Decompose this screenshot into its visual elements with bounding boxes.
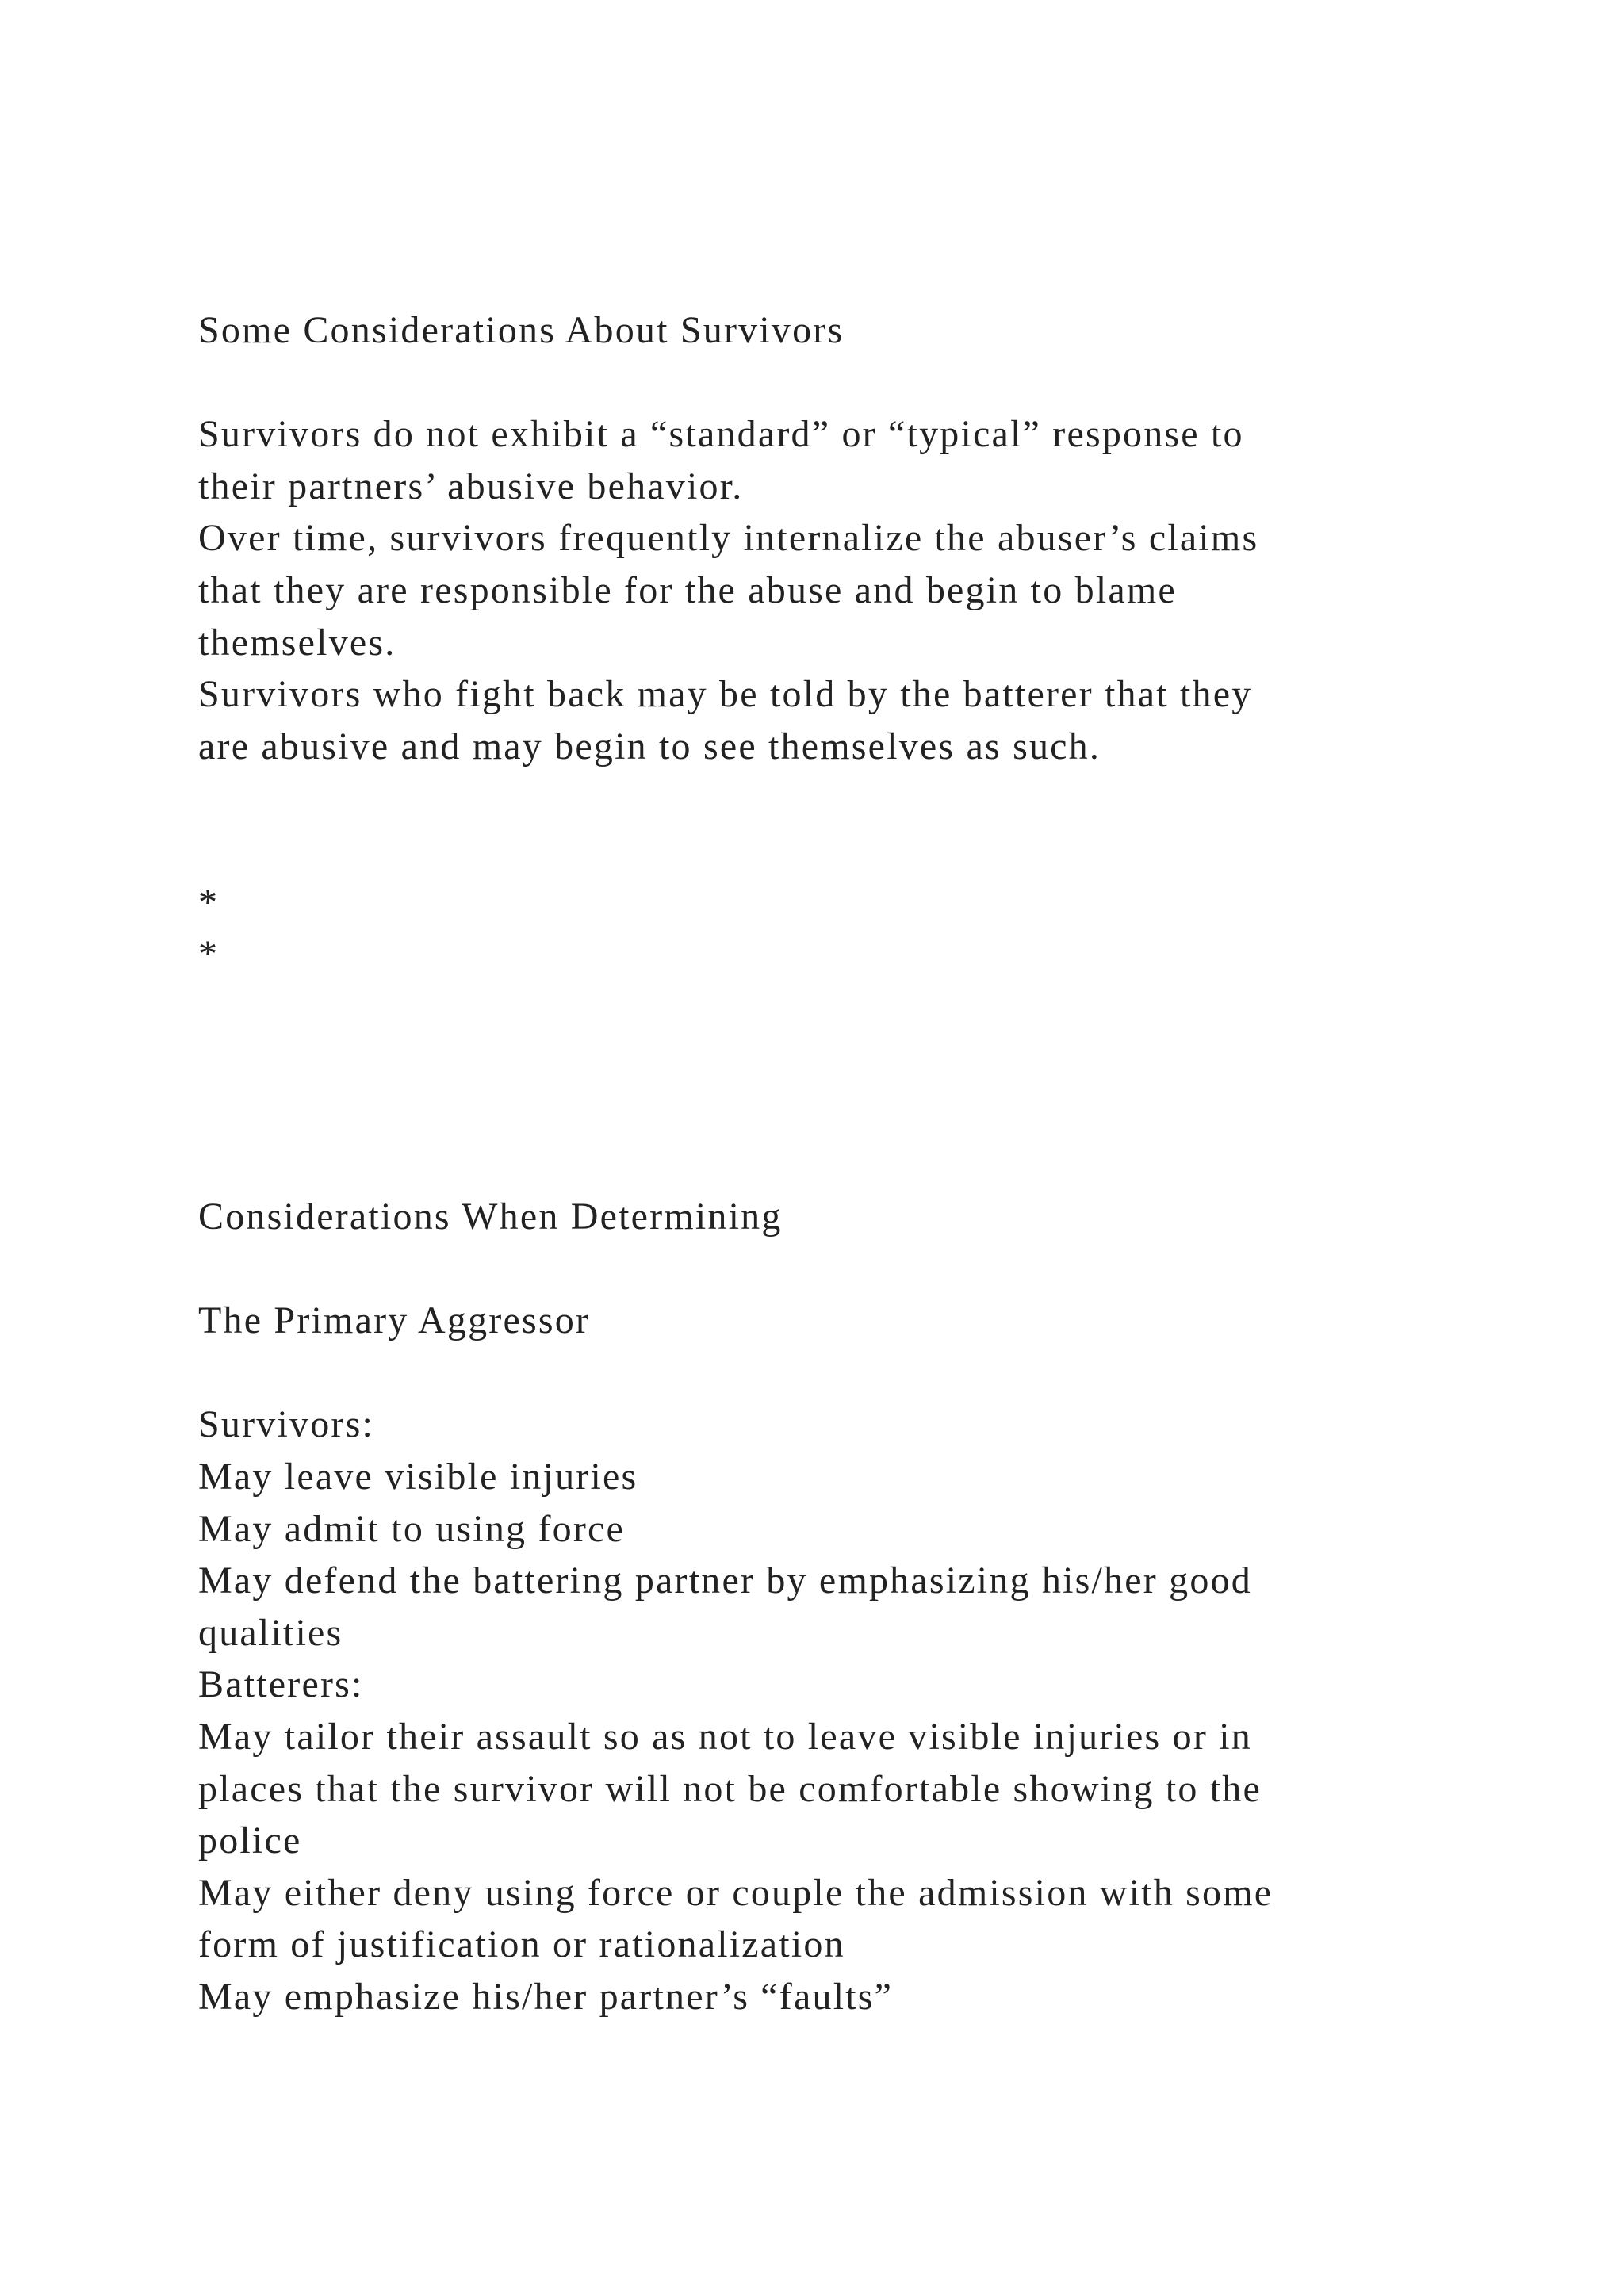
list-item: May leave visible injuries [198, 1455, 638, 1498]
batterers-heading: Batterers: [198, 1663, 364, 1706]
section-survivors-considerations [198, 304, 1546, 981]
section-subtitle: The Primary Aggressor [198, 1299, 591, 1342]
spacer [198, 1347, 1546, 1399]
asterisk-mark: * [198, 933, 220, 976]
text-line: Survivors who fight back may be told by the batterer that they [198, 673, 1253, 716]
survivors-heading: Survivors: [198, 1403, 375, 1446]
asterisk-mark: * [198, 881, 220, 924]
list-item: May defend the battering partner by emphasizing his/her good [198, 1559, 1252, 1602]
section-primary-aggressor [198, 1191, 1546, 2023]
list-item: qualities [198, 1611, 343, 1654]
section-title: Some Considerations About Survivors [198, 309, 845, 351]
list-item: places that the survivor will not be comfortable showing to the [198, 1767, 1262, 1810]
text-line: themselves. [198, 621, 396, 664]
list-item: May admit to using force [198, 1507, 626, 1550]
spacer [198, 1243, 1546, 1295]
text-line: Over time, survivors frequently internalize the abuser’s claims [198, 517, 1259, 560]
list-item: May emphasize his/her partner’s “faults” [198, 1975, 894, 2018]
text-line: Survivors do not exhibit a “standard” or “typical” response to [198, 413, 1244, 456]
list-item: May either deny using force or couple the admission with some [198, 1871, 1274, 1914]
text-line: are abusive and may begin to see themselves as such. [198, 725, 1101, 767]
section-title: Considerations When Determining [198, 1196, 783, 1238]
spacer [198, 357, 1546, 409]
spacer [198, 772, 1546, 876]
text-line: their partners’ abusive behavior. [198, 465, 744, 507]
text-line: that they are responsible for the abuse and begin to blame [198, 568, 1177, 611]
list-item: police [198, 1820, 302, 1862]
list-item: form of justification or rationalization [198, 1923, 845, 1966]
list-item: May tailor their assault so as not to leave visible injuries or in [198, 1715, 1252, 1758]
